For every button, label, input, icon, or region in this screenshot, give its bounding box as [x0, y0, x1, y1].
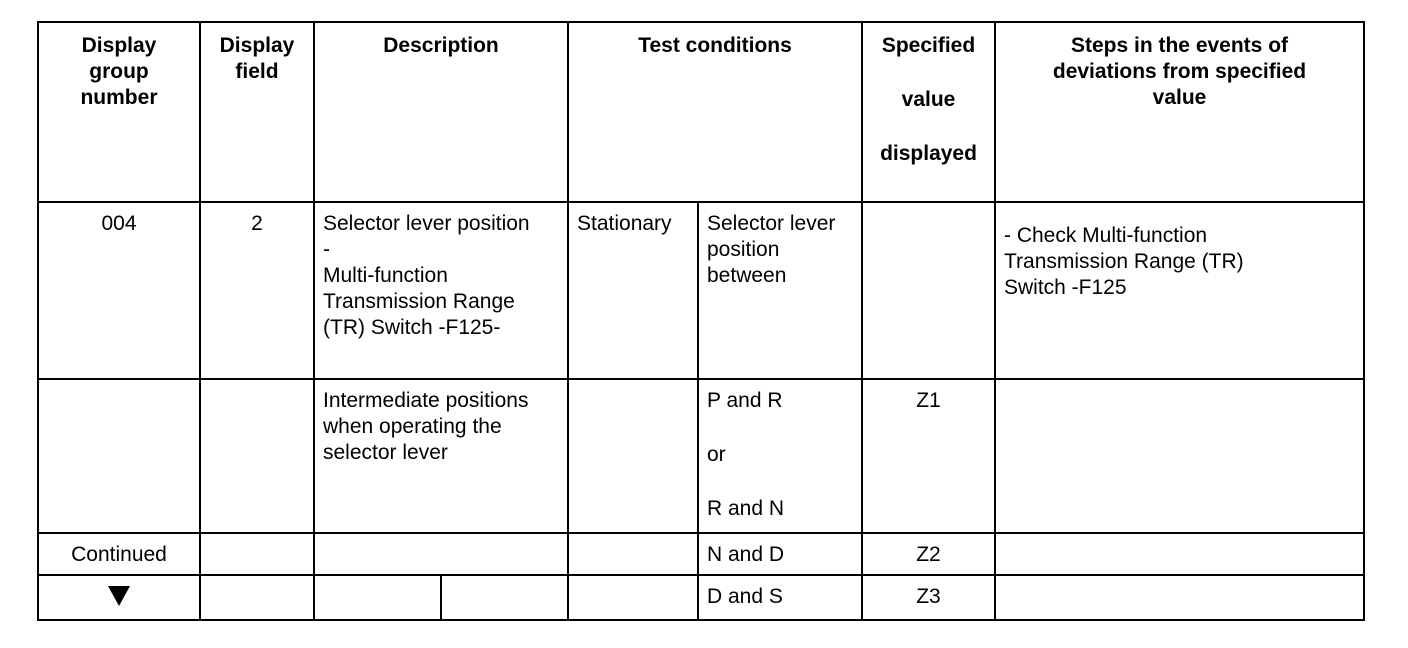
description-cell: Selector lever position - Multi-function Transmission Range (TR) Switch -F125-	[314, 202, 568, 379]
value-cell	[862, 202, 995, 379]
field-cell	[200, 379, 314, 533]
table-row	[38, 575, 1364, 620]
down-triangle-icon	[108, 586, 130, 606]
header-row	[38, 22, 1364, 202]
condition-b-cell: Selector lever position between	[698, 202, 862, 379]
condition-a-cell	[568, 575, 698, 620]
table-row	[38, 379, 1364, 533]
field-cell: 2	[200, 202, 314, 379]
condition-a-cell	[568, 379, 698, 533]
field-cell	[200, 575, 314, 620]
group-cell: Continued	[38, 533, 200, 575]
header-specified-value: Specified value displayed	[862, 22, 995, 202]
header-description: Description	[314, 22, 568, 202]
field-cell	[200, 533, 314, 575]
condition-b-cell: N and D	[698, 533, 862, 575]
description-cell-left	[314, 575, 441, 620]
table-row	[38, 202, 1364, 379]
steps-cell: - Check Multi-function Transmission Range (TR) Switch -F125	[995, 202, 1364, 379]
value-cell: Z1	[862, 379, 995, 533]
header-display-group-number: Display group number	[38, 22, 200, 202]
group-cell	[38, 575, 200, 620]
header-steps: Steps in the events of deviations from specified value	[995, 22, 1364, 202]
condition-b-cell: D and S	[698, 575, 862, 620]
condition-a-cell: Stationary	[568, 202, 698, 379]
steps-cell	[995, 533, 1364, 575]
condition-b-cell: P and R or R and N	[698, 379, 862, 533]
description-cell: Intermediate positions when operating the selector lever	[314, 379, 568, 533]
header-display-field: Display field	[200, 22, 314, 202]
value-cell: Z3	[862, 575, 995, 620]
specification-table	[37, 21, 1365, 621]
header-test-conditions: Test conditions	[568, 22, 862, 202]
table-row	[38, 533, 1364, 575]
steps-cell	[995, 379, 1364, 533]
steps-cell	[995, 575, 1364, 620]
condition-a-cell	[568, 533, 698, 575]
value-cell: Z2	[862, 533, 995, 575]
description-cell-right	[441, 575, 568, 620]
description-cell	[314, 533, 568, 575]
group-cell: 004	[38, 202, 200, 379]
group-cell	[38, 379, 200, 533]
